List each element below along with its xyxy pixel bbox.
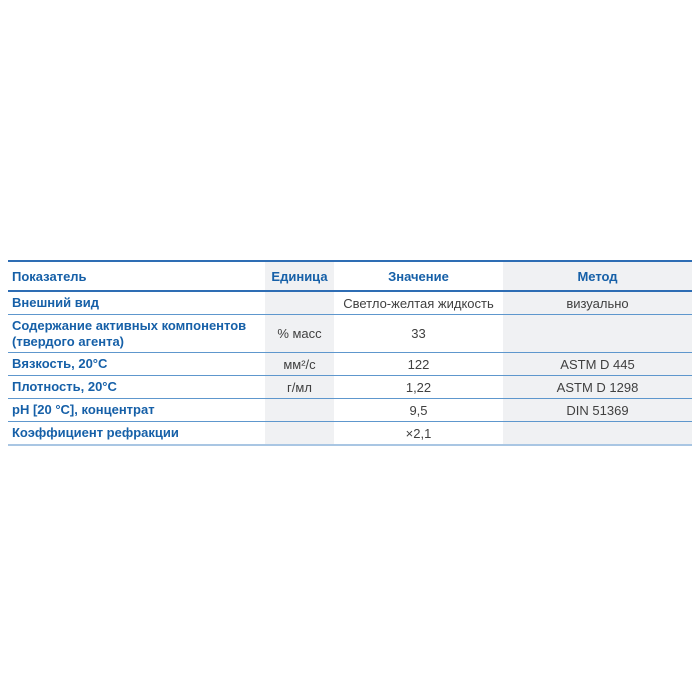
table-row-density — [8, 376, 692, 399]
column-header-value: Значение — [334, 261, 503, 291]
table-row-active-components — [8, 315, 692, 353]
cell-indicator: pH [20 °C], концентрат — [8, 399, 265, 422]
cell-value: 122 — [334, 353, 503, 376]
cell-value: ×2,1 — [405, 425, 432, 441]
cell-method: ASTM D 445 — [503, 353, 692, 376]
cell-unit: % масс — [265, 315, 334, 353]
cell-indicator: Плотность, 20°C — [8, 376, 265, 399]
column-header-method: Метод — [503, 261, 692, 291]
cell-unit: мм²/с — [265, 353, 334, 376]
cell-method — [503, 315, 692, 353]
table-row-viscosity — [8, 353, 692, 376]
cell-indicator: Внешний вид — [8, 291, 265, 315]
column-header-indicator: Показатель — [8, 261, 265, 291]
cell-method: ASTM D 1298 — [503, 376, 692, 399]
cell-unit — [265, 422, 334, 446]
cell-indicator: Вязкость, 20°C — [8, 353, 265, 376]
cell-unit: г/мл — [265, 376, 334, 399]
cell-indicator: Коэффициент рефракции — [12, 425, 179, 441]
product-spec-table — [8, 260, 692, 446]
cell-unit — [265, 399, 334, 422]
table-row-appearance — [8, 291, 692, 315]
column-header-unit: Единица — [265, 261, 334, 291]
cell-value: 9,5 — [334, 399, 503, 422]
cell-indicator: Содержание активных компонентов (твердого агента) — [8, 315, 265, 353]
cell-value: Светло-желтая жидкость — [334, 291, 503, 315]
cell-method: визуально — [503, 291, 692, 315]
table-row-ph — [8, 399, 692, 422]
table-row-refraction — [8, 422, 692, 446]
table-header-row — [8, 261, 692, 291]
spec-table-container — [8, 260, 692, 446]
cell-value: 33 — [334, 315, 503, 353]
cell-unit — [265, 291, 334, 315]
cell-value: 1,22 — [334, 376, 503, 399]
cell-method: DIN 51369 — [503, 399, 692, 422]
cell-method — [503, 422, 692, 446]
